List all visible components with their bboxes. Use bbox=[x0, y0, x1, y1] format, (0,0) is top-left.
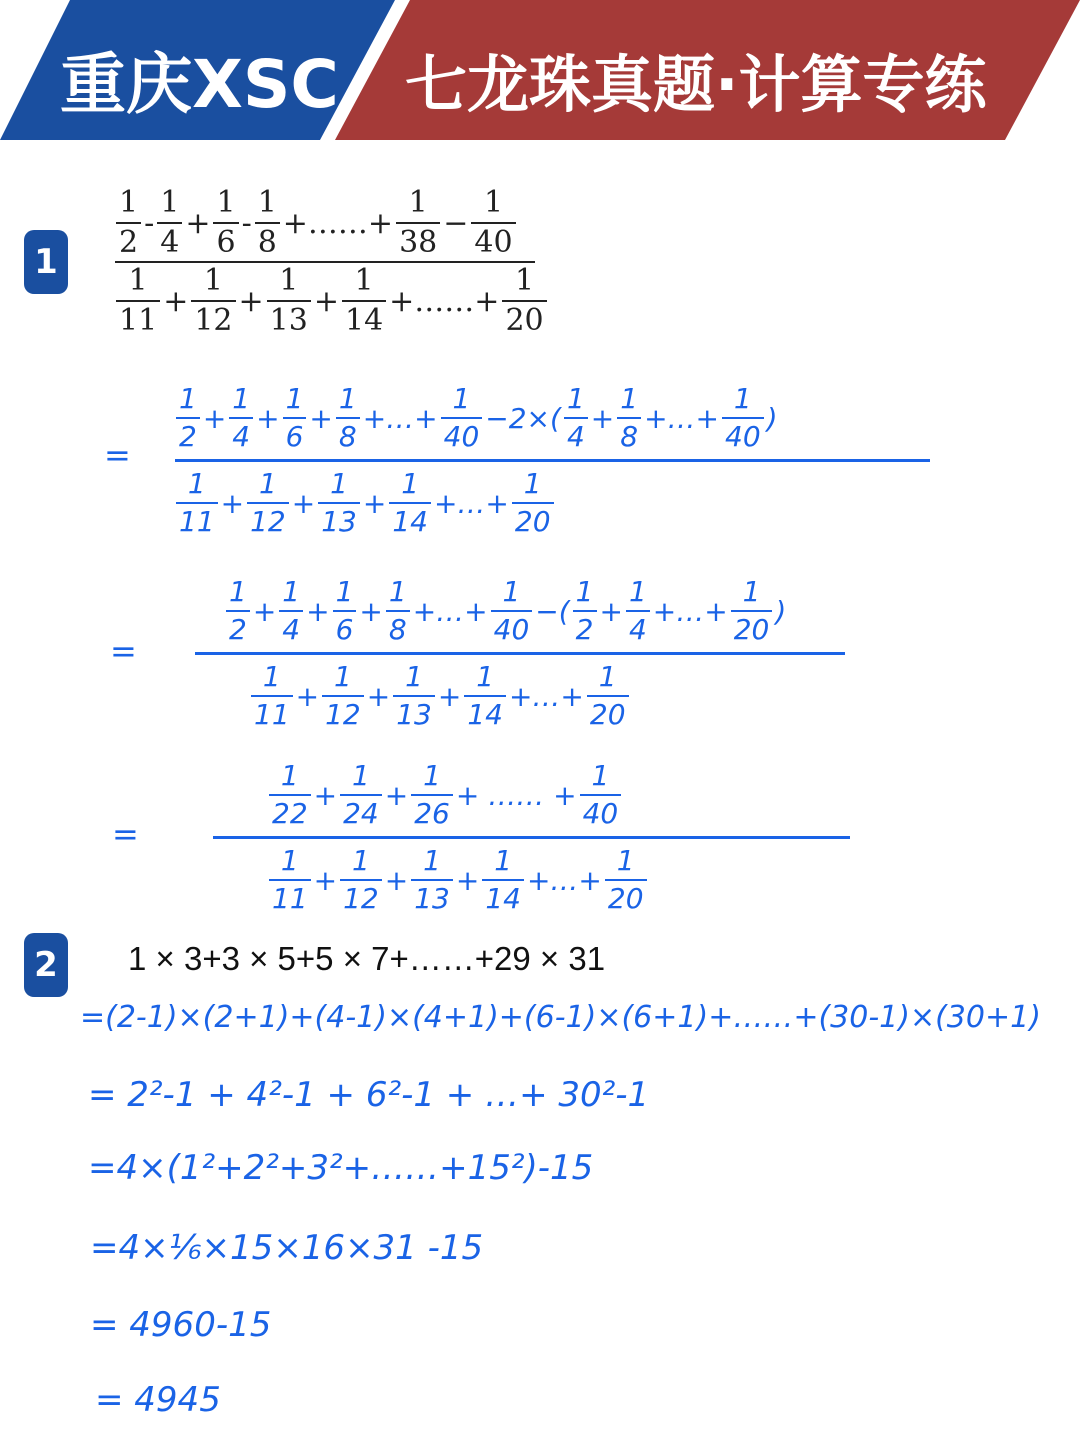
step2-den-fraction-denominator: 13 bbox=[396, 698, 432, 731]
problem-1-den-fraction-denominator: 14 bbox=[344, 303, 384, 338]
step2-num-fraction-numerator: 1 bbox=[575, 575, 594, 608]
step3-num-operator: + …… + bbox=[455, 778, 577, 812]
step3-den-fraction-numerator: 1 bbox=[423, 844, 441, 877]
step1-equals: = bbox=[104, 436, 131, 474]
problem-1-den-fraction-denominator: 12 bbox=[194, 303, 233, 338]
problem-1-num-fraction-numerator: 1 bbox=[483, 185, 504, 220]
problem-1-num-fraction-numerator: 1 bbox=[160, 185, 180, 220]
problem-1-num-fraction-bar bbox=[157, 222, 182, 224]
step1-den-fraction-denominator: 13 bbox=[321, 505, 357, 538]
step1-den-fraction-denominator: 11 bbox=[179, 505, 215, 538]
step2-num-fraction-denominator: 2 bbox=[229, 613, 247, 646]
step1-den-fraction bbox=[389, 467, 431, 538]
step3-num-fraction-bar bbox=[269, 794, 311, 796]
step2-num-fraction-bar bbox=[279, 610, 303, 612]
problem-1-den-fraction-denominator: 11 bbox=[119, 303, 158, 338]
problem-1-num-fraction-bar bbox=[255, 222, 280, 224]
problem-1-den-fraction-numerator: 1 bbox=[203, 263, 223, 298]
step1-num-fraction bbox=[336, 382, 360, 453]
step2-num-fraction-bar bbox=[333, 610, 357, 612]
step2-num-operator: + bbox=[252, 594, 277, 628]
step1-num-fraction-numerator: 1 bbox=[285, 382, 304, 415]
problem-1-den-fraction bbox=[267, 263, 311, 338]
step2-num-fraction-denominator: 40 bbox=[493, 613, 530, 646]
step1-num-fraction-numerator: 1 bbox=[566, 382, 585, 415]
problem-1-den-fraction-numerator: 1 bbox=[128, 263, 148, 298]
step2-num-fraction-bar bbox=[573, 610, 597, 612]
problem-1-num-fraction-bar bbox=[396, 222, 440, 224]
step2-num-fraction-numerator: 1 bbox=[282, 575, 301, 608]
step1-num-fraction-denominator: 8 bbox=[620, 420, 639, 453]
step3-num-fraction-numerator: 1 bbox=[423, 759, 441, 792]
problem-1-num-operator: − bbox=[443, 205, 469, 241]
step3-den-fraction-numerator: 1 bbox=[494, 844, 513, 877]
step1-num-fraction bbox=[441, 382, 483, 453]
step3-num-fraction bbox=[340, 759, 382, 830]
step2-den-fraction bbox=[322, 660, 364, 731]
step3-den-fraction bbox=[482, 844, 524, 915]
problem-1-den-fraction-denominator: 13 bbox=[269, 303, 308, 338]
step1-num-fraction-numerator: 1 bbox=[232, 382, 251, 415]
step3-den-fraction-denominator: 20 bbox=[607, 882, 644, 915]
step2-num-fraction-numerator: 1 bbox=[335, 575, 354, 608]
step2-den-fraction-denominator: 11 bbox=[254, 698, 290, 731]
step2-num-fraction bbox=[491, 575, 533, 646]
step1-num-fraction-denominator: 40 bbox=[725, 420, 761, 453]
step2-num-operator: −( bbox=[535, 594, 570, 628]
step2-den-operator: + bbox=[366, 679, 391, 713]
step2-den-fraction bbox=[251, 660, 293, 731]
step2-den-fraction-denominator: 14 bbox=[467, 698, 503, 731]
step2-num-fraction-bar bbox=[731, 610, 773, 612]
step3-num-fraction bbox=[411, 759, 453, 830]
problem-1-num-operator: - bbox=[144, 205, 155, 241]
step3-num-fraction-denominator: 22 bbox=[272, 797, 308, 830]
step2-equals: = bbox=[110, 632, 137, 670]
problem-1-den-fraction-bar bbox=[116, 300, 160, 302]
problem-1-num-fraction-denominator: 8 bbox=[257, 225, 277, 260]
step2-num-operator: + bbox=[306, 594, 330, 628]
step1-num-fraction bbox=[283, 382, 307, 453]
step1-num-operator: + bbox=[202, 401, 227, 435]
step3-den-fraction-bar bbox=[482, 879, 524, 881]
step1-num-fraction-bar bbox=[229, 417, 253, 419]
step3-num-fraction-numerator: 1 bbox=[591, 759, 610, 792]
banner-left-title: 重庆XSC bbox=[60, 46, 339, 123]
p2-step-1: =(2-1)×(2+1)+(4-1)×(4+1)+(6-1)×(6+1)+……+(30-1)×(30+1) bbox=[80, 1000, 1041, 1035]
step1-den-fraction-denominator: 12 bbox=[250, 505, 286, 538]
step1-den-fraction-numerator: 1 bbox=[401, 467, 420, 500]
step1-bar bbox=[175, 459, 930, 462]
problem-1-num-fraction bbox=[213, 185, 238, 260]
step3-num-fraction-numerator: 1 bbox=[280, 759, 299, 792]
step3-den-fraction-numerator: 1 bbox=[352, 844, 370, 877]
step1-denominator bbox=[175, 467, 930, 538]
step3-den-operator: + bbox=[455, 863, 480, 897]
step1-num-fraction bbox=[564, 382, 588, 453]
problem-1-main-bar bbox=[115, 261, 535, 263]
step2-num-fraction-denominator: 6 bbox=[335, 613, 354, 646]
step2-den-fraction-numerator: 1 bbox=[262, 660, 281, 693]
problem-1-den-operator: +……+ bbox=[389, 283, 500, 319]
step1-num-fraction-numerator: 1 bbox=[452, 382, 471, 415]
step1-num-fraction-denominator: 40 bbox=[443, 420, 480, 453]
step2-num-operator: + bbox=[359, 594, 383, 628]
problem-1-den-fraction bbox=[502, 263, 546, 338]
step3-fraction bbox=[213, 759, 850, 915]
step3-num-fraction-bar bbox=[340, 794, 382, 796]
step1-num-fraction-bar bbox=[617, 417, 641, 419]
step3-num-fraction-denominator: 24 bbox=[343, 797, 379, 830]
step3-den-fraction-denominator: 14 bbox=[485, 882, 521, 915]
step2-num-fraction-bar bbox=[226, 610, 250, 612]
step3-numerator bbox=[213, 759, 850, 830]
step2-den-fraction-bar bbox=[587, 695, 629, 697]
step2-den-operator: + bbox=[295, 679, 320, 713]
step3-num-fraction-denominator: 26 bbox=[414, 797, 450, 830]
step3-den-fraction-numerator: 1 bbox=[616, 844, 635, 877]
step1-num-operator: +…+ bbox=[644, 401, 719, 435]
problem-1-den-fraction-numerator: 1 bbox=[279, 263, 299, 298]
step1-num-fraction-denominator: 8 bbox=[338, 420, 357, 453]
step3-den-operator: + bbox=[313, 863, 338, 897]
step2-fraction bbox=[195, 575, 845, 731]
step1-num-fraction bbox=[229, 382, 253, 453]
step2-num-fraction bbox=[386, 575, 410, 646]
step1-num-fraction bbox=[176, 382, 200, 453]
step3-num-fraction bbox=[580, 759, 622, 830]
step3-num-operator: + bbox=[384, 778, 409, 812]
step2-den-operator: +…+ bbox=[508, 679, 584, 713]
step2-numerator bbox=[195, 575, 845, 646]
step3-den-fraction bbox=[340, 844, 382, 915]
problem-1-den-fraction-numerator: 1 bbox=[515, 263, 535, 298]
problem-1-badge: 1 bbox=[24, 230, 68, 294]
step2-num-operator: + bbox=[599, 594, 623, 628]
problem-2-expression: 1 × 3+3 × 5+5 × 7+……+29 × 31 bbox=[128, 940, 606, 977]
problem-1-den-fraction-denominator: 20 bbox=[505, 303, 544, 338]
step3-num-fraction bbox=[269, 759, 311, 830]
problem-1-num-fraction-bar bbox=[213, 222, 238, 224]
step1-num-fraction-numerator: 1 bbox=[620, 382, 639, 415]
problem-1-den-fraction bbox=[116, 263, 160, 338]
step2-den-fraction bbox=[393, 660, 435, 731]
p2-step-2: = 2²-1 + 4²-1 + 6²-1 + …+ 30²-1 bbox=[88, 1075, 650, 1115]
problem-1-den-fraction bbox=[342, 263, 386, 338]
step2-den-fraction bbox=[464, 660, 506, 731]
step1-num-operator: ) bbox=[766, 401, 778, 435]
step2-num-fraction-numerator: 1 bbox=[742, 575, 761, 608]
step3-den-fraction-denominator: 12 bbox=[343, 882, 379, 915]
step1-num-operator: + bbox=[590, 401, 615, 435]
step2-num-fraction-numerator: 1 bbox=[388, 575, 407, 608]
step2-num-operator: +…+ bbox=[412, 594, 488, 628]
p2-step-5: = 4960-15 bbox=[90, 1305, 272, 1345]
step3-num-fraction-denominator: 40 bbox=[582, 797, 619, 830]
step1-num-fraction-numerator: 1 bbox=[179, 382, 197, 415]
step2-num-fraction-numerator: 1 bbox=[628, 575, 647, 608]
step2-den-fraction-bar bbox=[322, 695, 364, 697]
problem-1-num-fraction-numerator: 1 bbox=[408, 185, 428, 220]
problem-1-denominator bbox=[115, 263, 544, 338]
step2-den-fraction-denominator: 12 bbox=[325, 698, 361, 731]
step2-den-fraction-numerator: 1 bbox=[598, 660, 617, 693]
step1-num-operator: + bbox=[309, 401, 333, 435]
step1-den-fraction-bar bbox=[512, 502, 554, 504]
step2-num-fraction-numerator: 1 bbox=[229, 575, 247, 608]
problem-1-num-fraction bbox=[116, 185, 141, 260]
problem-1-num-fraction-numerator: 1 bbox=[216, 185, 236, 220]
step1-num-operator: + bbox=[256, 401, 280, 435]
step2-num-fraction bbox=[731, 575, 773, 646]
step1-num-fraction-bar bbox=[441, 417, 483, 419]
step2-denominator bbox=[195, 660, 845, 731]
step1-den-fraction-numerator: 1 bbox=[330, 467, 348, 500]
step3-den-fraction bbox=[269, 844, 311, 915]
step2-num-fraction bbox=[573, 575, 597, 646]
step1-den-fraction-bar bbox=[176, 502, 218, 504]
step2-num-fraction-denominator: 4 bbox=[282, 613, 301, 646]
problem-1-num-fraction-denominator: 2 bbox=[119, 225, 139, 260]
problem-1-num-fraction bbox=[471, 185, 515, 260]
step3-den-fraction-denominator: 13 bbox=[414, 882, 450, 915]
step3-den-fraction-bar bbox=[340, 879, 382, 881]
step1-num-fraction bbox=[617, 382, 641, 453]
step1-den-fraction-bar bbox=[247, 502, 289, 504]
step2-den-fraction-bar bbox=[251, 695, 293, 697]
step1-den-fraction bbox=[247, 467, 289, 538]
step3-den-fraction-numerator: 1 bbox=[280, 844, 299, 877]
step1-num-fraction-bar bbox=[176, 417, 200, 419]
step2-den-operator: + bbox=[437, 679, 462, 713]
step2-num-operator: ) bbox=[775, 594, 787, 628]
step3-den-operator: + bbox=[384, 863, 409, 897]
step2-den-fraction bbox=[587, 660, 629, 731]
step1-den-fraction-bar bbox=[389, 502, 431, 504]
problem-1-den-operator: + bbox=[313, 283, 339, 319]
problem-1-num-operator: + bbox=[185, 205, 211, 241]
step2-num-operator: +…+ bbox=[652, 594, 728, 628]
problem-1-numerator bbox=[115, 185, 535, 260]
problem-1-den-operator: + bbox=[163, 283, 189, 319]
step1-numerator bbox=[175, 382, 930, 453]
step1-den-fraction bbox=[318, 467, 360, 538]
problem-1-num-operator: +……+ bbox=[282, 205, 394, 241]
problem-1-den-fraction-bar bbox=[342, 300, 386, 302]
step1-den-fraction-denominator: 14 bbox=[392, 505, 428, 538]
step3-num-fraction-bar bbox=[411, 794, 453, 796]
step2-num-fraction-denominator: 4 bbox=[628, 613, 647, 646]
step1-num-fraction-bar bbox=[564, 417, 588, 419]
step2-den-fraction-denominator: 20 bbox=[589, 698, 626, 731]
step1-den-fraction-numerator: 1 bbox=[523, 467, 542, 500]
step2-num-fraction-denominator: 2 bbox=[575, 613, 594, 646]
step2-num-fraction-numerator: 1 bbox=[502, 575, 521, 608]
step2-num-fraction bbox=[279, 575, 303, 646]
step2-num-fraction-bar bbox=[386, 610, 410, 612]
problem-1-den-fraction-bar bbox=[267, 300, 311, 302]
problem-1-num-fraction-bar bbox=[471, 222, 515, 224]
problem-1-num-fraction bbox=[255, 185, 280, 260]
step1-num-operator: +…+ bbox=[362, 401, 438, 435]
step3-den-operator: +…+ bbox=[526, 863, 602, 897]
step1-num-fraction-bar bbox=[336, 417, 360, 419]
step3-bar bbox=[213, 836, 850, 839]
step2-num-fraction bbox=[626, 575, 650, 646]
step1-den-operator: + bbox=[362, 486, 387, 520]
step1-den-operator: + bbox=[291, 486, 316, 520]
step1-num-fraction bbox=[722, 382, 764, 453]
step3-num-operator: + bbox=[313, 778, 338, 812]
step2-num-fraction-denominator: 20 bbox=[733, 613, 770, 646]
banner-right-title: 七龙珠真题·计算专练 bbox=[405, 48, 987, 121]
step2-den-fraction-numerator: 1 bbox=[405, 660, 423, 693]
problem-1-den-fraction-numerator: 1 bbox=[354, 263, 374, 298]
step1-num-fraction-denominator: 4 bbox=[566, 420, 585, 453]
problem-2-badge: 2 bbox=[24, 933, 68, 997]
step3-den-fraction-bar bbox=[605, 879, 647, 881]
p2-step-4: =4×⅙×15×16×31 -15 bbox=[90, 1228, 484, 1268]
p2-step-3: =4×(1²+2²+3²+……+15²)-15 bbox=[88, 1148, 594, 1188]
p2-step-6: = 4945 bbox=[95, 1380, 221, 1420]
step2-num-fraction bbox=[226, 575, 250, 646]
problem-1-num-fraction-bar bbox=[116, 222, 141, 224]
step3-den-fraction-bar bbox=[411, 879, 453, 881]
step1-den-fraction-numerator: 1 bbox=[187, 467, 206, 500]
step2-den-fraction-numerator: 1 bbox=[476, 660, 495, 693]
problem-1-den-fraction-bar bbox=[502, 300, 546, 302]
step3-equals: = bbox=[112, 815, 139, 853]
step2-bar bbox=[195, 652, 845, 655]
step2-num-fraction-bar bbox=[491, 610, 533, 612]
step1-den-fraction-numerator: 1 bbox=[259, 467, 277, 500]
step1-fraction bbox=[175, 382, 930, 538]
step3-num-fraction-bar bbox=[580, 794, 622, 796]
step1-den-operator: +…+ bbox=[433, 486, 509, 520]
step3-den-fraction-denominator: 11 bbox=[272, 882, 308, 915]
problem-1-num-fraction-denominator: 6 bbox=[216, 225, 236, 260]
step2-den-fraction-bar bbox=[464, 695, 506, 697]
step3-den-fraction bbox=[605, 844, 647, 915]
step2-num-fraction bbox=[333, 575, 357, 646]
step1-den-fraction bbox=[176, 467, 218, 538]
problem-1-num-fraction-denominator: 4 bbox=[160, 225, 180, 260]
step1-den-fraction-denominator: 20 bbox=[514, 505, 551, 538]
step3-den-fraction-bar bbox=[269, 879, 311, 881]
step2-num-fraction-denominator: 8 bbox=[388, 613, 407, 646]
step3-num-fraction-numerator: 1 bbox=[352, 759, 370, 792]
problem-1-num-fraction bbox=[396, 185, 440, 260]
problem-1-num-fraction-numerator: 1 bbox=[257, 185, 277, 220]
step1-num-fraction-numerator: 1 bbox=[733, 382, 752, 415]
problem-1-den-fraction bbox=[191, 263, 235, 338]
problem-1-den-fraction-bar bbox=[191, 300, 235, 302]
step2-den-fraction-numerator: 1 bbox=[334, 660, 352, 693]
problem-1-expression bbox=[115, 185, 544, 338]
problem-1-num-fraction bbox=[157, 185, 182, 260]
step3-den-fraction bbox=[411, 844, 453, 915]
step1-den-operator: + bbox=[220, 486, 245, 520]
step1-den-fraction bbox=[512, 467, 554, 538]
step1-num-fraction-bar bbox=[283, 417, 307, 419]
step2-num-fraction-bar bbox=[626, 610, 650, 612]
step1-num-fraction-denominator: 4 bbox=[232, 420, 251, 453]
step1-num-fraction-denominator: 2 bbox=[179, 420, 197, 453]
step1-num-fraction-denominator: 6 bbox=[285, 420, 304, 453]
step1-num-fraction-bar bbox=[722, 417, 764, 419]
problem-1-den-operator: + bbox=[238, 283, 264, 319]
problem-1-num-fraction-denominator: 40 bbox=[474, 225, 513, 260]
problem-1-num-fraction-numerator: 1 bbox=[119, 185, 139, 220]
problem-1-num-operator: - bbox=[241, 205, 252, 241]
problem-1-num-fraction-denominator: 38 bbox=[399, 225, 438, 260]
step1-num-operator: −2×( bbox=[485, 401, 561, 435]
step2-den-fraction-bar bbox=[393, 695, 435, 697]
step3-denominator bbox=[213, 844, 850, 915]
step1-den-fraction-bar bbox=[318, 502, 360, 504]
step1-num-fraction-numerator: 1 bbox=[338, 382, 357, 415]
